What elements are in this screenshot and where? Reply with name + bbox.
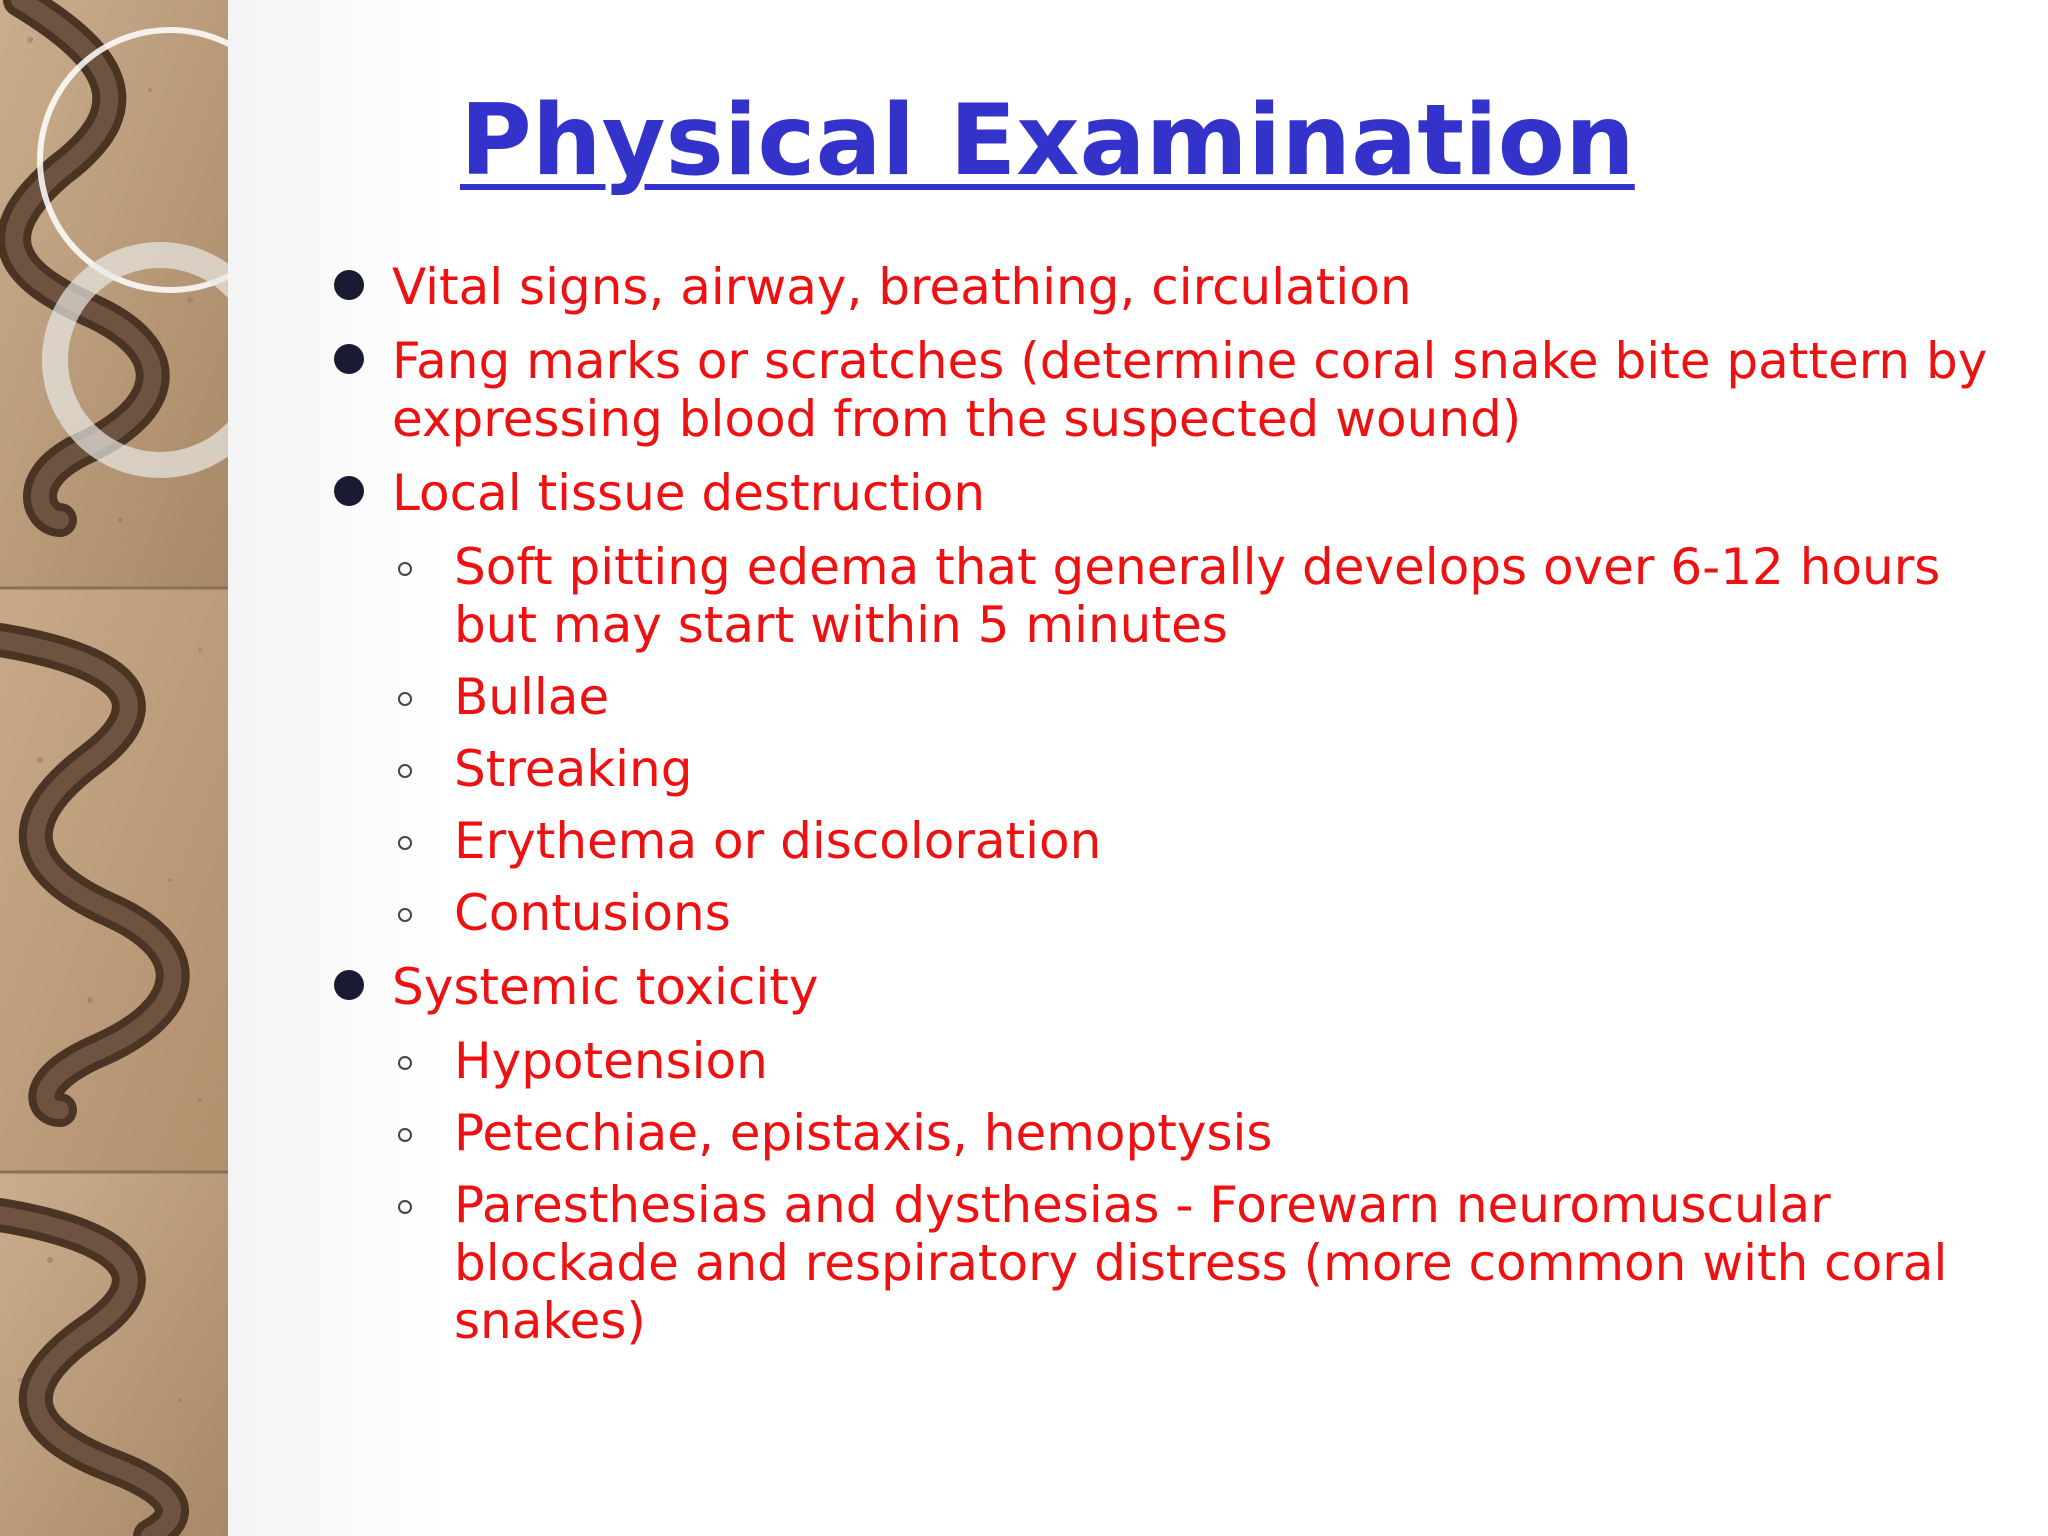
sub-bullet-item <box>392 1032 2010 1090</box>
ring-bullet-icon <box>398 836 412 850</box>
bullet-text: Vital signs, airway, breathing, circulation <box>392 258 1412 316</box>
sub-bullet-item <box>392 538 2010 654</box>
sub-bullet-list <box>392 1032 2010 1350</box>
bullet-text: Fang marks or scratches (determine coral snake bite pattern by expressing blood from the suspected wound) <box>392 332 1988 448</box>
ring-bullet-icon <box>398 1200 412 1214</box>
sub-bullet-text: Contusions <box>454 884 731 942</box>
sub-bullet-item <box>392 812 2010 870</box>
bullet-item <box>330 464 2010 942</box>
bullet-text: Systemic toxicity <box>392 958 819 1016</box>
sub-bullet-list <box>392 538 2010 942</box>
bullet-dot-icon <box>334 476 364 506</box>
sub-bullet-text: Bullae <box>454 668 610 726</box>
sub-bullet-item <box>392 1176 2010 1350</box>
sub-bullet-text: Streaking <box>454 740 693 798</box>
bullet-dot-icon <box>334 344 364 374</box>
sub-bullet-text: Soft pitting edema that generally develops over 6-12 hours but may start within 5 minutes <box>454 538 1941 654</box>
sub-bullet-text: Hypotension <box>454 1032 768 1090</box>
slide-title: Physical Examination <box>460 84 1635 198</box>
sub-bullet-item <box>392 740 2010 798</box>
sub-bullet-text: Erythema or discoloration <box>454 812 1102 870</box>
ring-bullet-icon <box>398 1056 412 1070</box>
sub-bullet-text: Petechiae, epistaxis, hemoptysis <box>454 1104 1273 1162</box>
slide-body <box>330 258 2010 1366</box>
ring-bullet-icon <box>398 562 412 576</box>
snake-photo-strip <box>0 0 228 1536</box>
sub-bullet-text: Paresthesias and dysthesias - Forewarn neuromuscular blockade and respiratory distress (more common with coral snakes) <box>454 1176 1948 1350</box>
bullet-item <box>330 258 2010 316</box>
bullet-dot-icon <box>334 270 364 300</box>
bullet-text: Local tissue destruction <box>392 464 986 522</box>
ring-bullet-icon <box>398 764 412 778</box>
bullet-dot-icon <box>334 970 364 1000</box>
snake-photo-illustration <box>0 0 228 1536</box>
ring-bullet-icon <box>398 692 412 706</box>
sub-bullet-item <box>392 884 2010 942</box>
ring-bullet-icon <box>398 1128 412 1142</box>
ring-bullet-icon <box>398 908 412 922</box>
sub-bullet-item <box>392 668 2010 726</box>
bullet-list <box>330 258 2010 1350</box>
bullet-item <box>330 958 2010 1350</box>
sub-bullet-item <box>392 1104 2010 1162</box>
bullet-item <box>330 332 2010 448</box>
